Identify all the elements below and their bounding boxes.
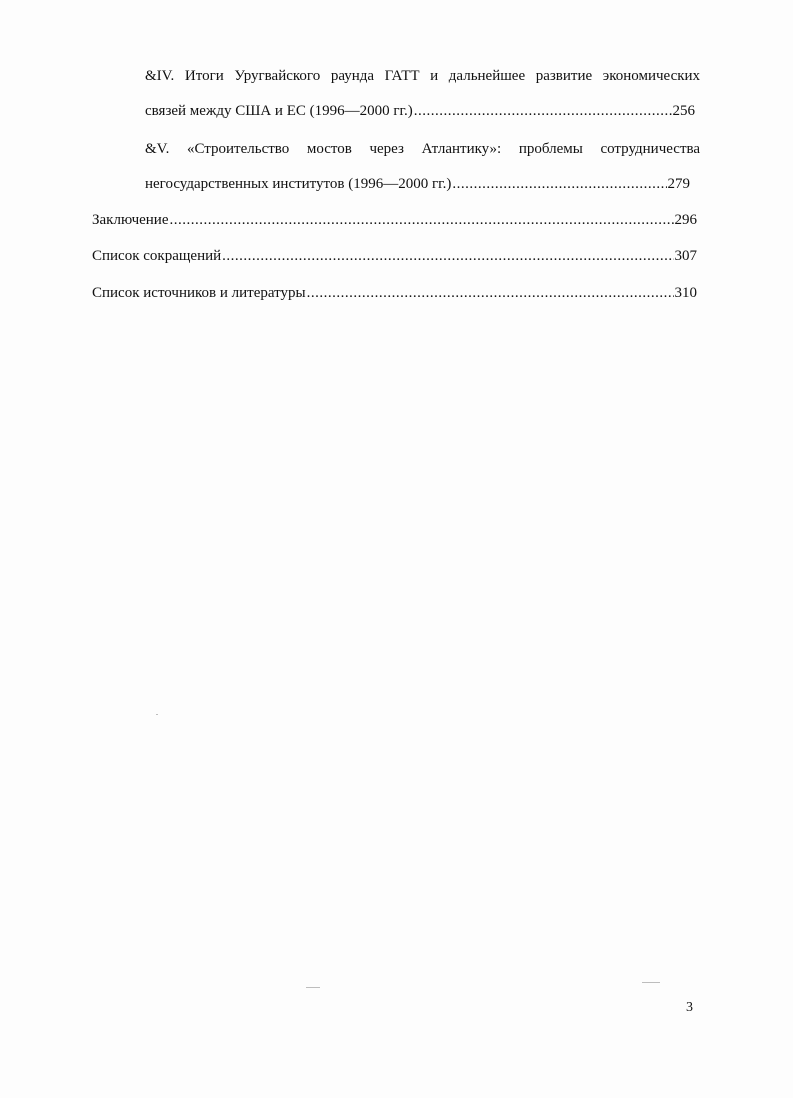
toc-page-number: 256	[672, 103, 695, 119]
toc-word: мостов	[306, 141, 352, 157]
toc-entry-sources	[92, 283, 697, 303]
scan-speck	[306, 987, 320, 988]
toc-word: Атлантику»:	[421, 141, 502, 157]
dot-leader	[170, 210, 674, 230]
toc-word: развитие	[535, 68, 593, 84]
toc-page-number: 310	[674, 285, 697, 301]
toc-word: Итоги	[184, 68, 224, 84]
toc-word: экономических	[602, 68, 701, 84]
dot-leader	[307, 283, 674, 303]
page-number: 3	[686, 1000, 693, 1015]
dot-leader	[452, 174, 666, 194]
scan-speck	[642, 982, 660, 983]
toc-page-number: 307	[674, 248, 697, 264]
toc-word: и	[430, 68, 439, 84]
toc-page-number: 279	[667, 176, 690, 192]
toc-word: через	[369, 141, 404, 157]
toc-entry-abbreviations	[92, 246, 697, 266]
toc-word: дальнейшее	[448, 68, 526, 84]
toc-page-number: 296	[674, 212, 697, 228]
toc-word: сотрудничества	[600, 141, 701, 157]
toc-entry-conclusion	[92, 210, 697, 230]
toc-entry-iv-line1	[145, 66, 700, 86]
toc-entry-iv-line2	[145, 101, 695, 121]
scan-speck	[156, 714, 158, 715]
toc-word: проблемы	[518, 141, 583, 157]
dot-leader	[414, 101, 672, 121]
toc-entry-title: связей между США и ЕС (1996—2000 гг.)	[145, 103, 413, 119]
toc-word: Уругвайского	[234, 68, 321, 84]
toc-word: ГАТТ	[384, 68, 420, 84]
toc-word: «Строительство	[186, 141, 290, 157]
toc-entry-v-line2	[145, 174, 690, 194]
toc-entry-title: Список сокращений	[92, 248, 222, 264]
toc-entry-title: негосударственных институтов (1996—2000 гг.)	[145, 176, 452, 192]
toc-entry-title: Список источников и литературы	[92, 285, 306, 301]
toc-word: &V.	[145, 141, 170, 157]
dot-leader	[222, 246, 673, 266]
toc-entry-title: Заключение	[92, 212, 169, 228]
toc-word: раунда	[330, 68, 375, 84]
toc-word: &IV.	[145, 68, 175, 84]
toc-entry-v-line1	[145, 139, 700, 159]
